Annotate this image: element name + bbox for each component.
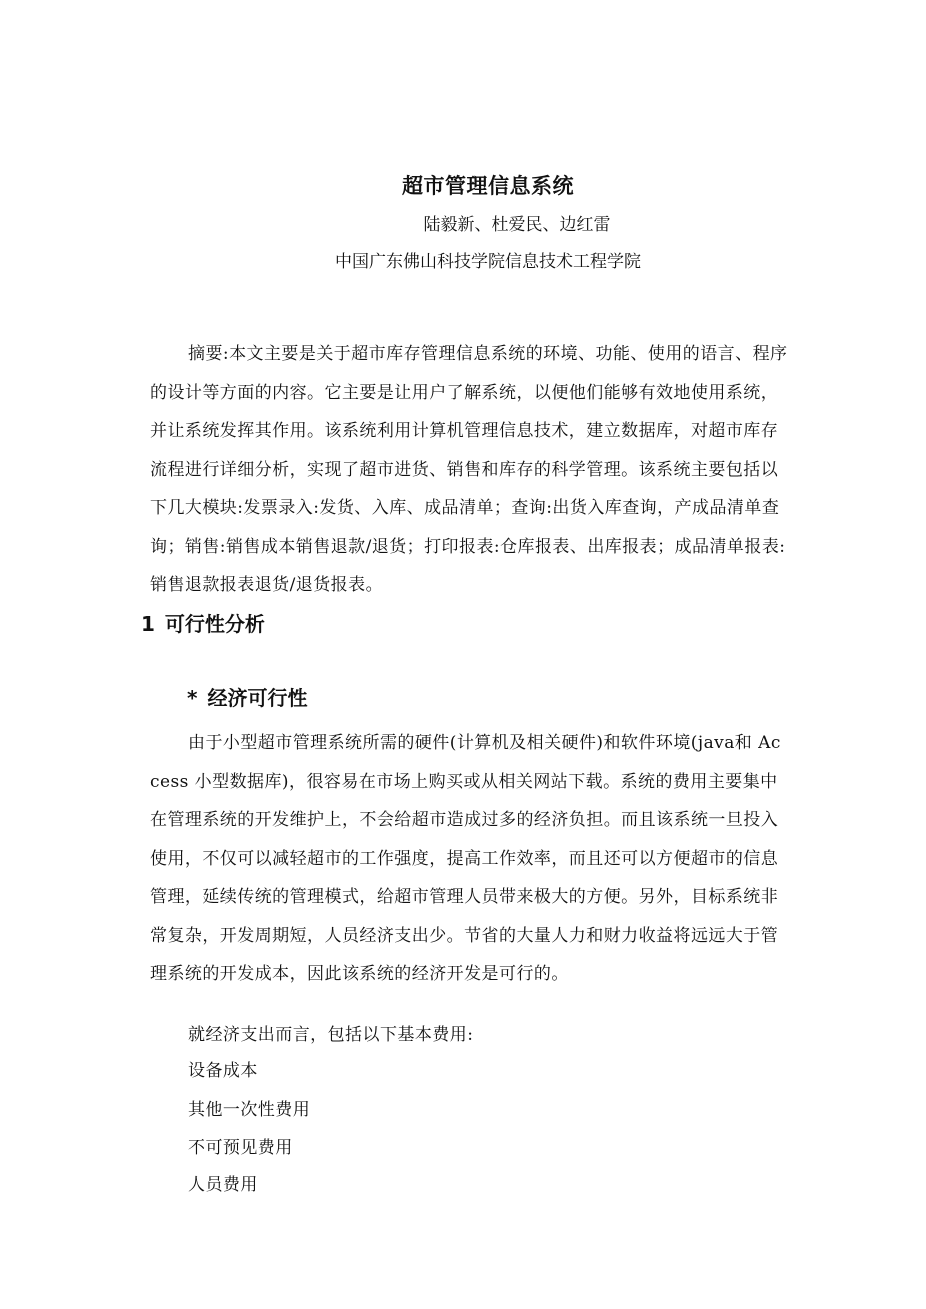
paper-authors: 陆毅新、杜爱民、边红雷 [423, 215, 611, 235]
abstract-paragraph: 摘要:本文主要是关于超市库存管理信息系统的环境、功能、使用的语言、程序的设计等方面的内容。它主要是让用户了解系统，以便他们能够有效地使用系统，并让系统发挥其作用。该系统利用计算机管理信息技术，建立数据库，对超市库存流程进行详细分析，实现了超市进货、销售和库存的科学管理。该系统主要包括以下几大模块:发票录入:发货、入库、成品清单；查询:出货入库查询，产成品清单查询；销售:销售成本销售退款/退货；打印报表:仓库报表、出库报表；成品清单报表:销售退款报表退货/退货报表。 [150, 344, 788, 595]
economic-feasibility-paragraph: 由于小型超市管理系统所需的硬件(计算机及相关硬件)和软件环境(java和 Access 小型数据库)，很容易在市场上购买或从相关网站下载。系统的费用主要集中在管理系统的开发维护上，不会给超市造成过多的经济负担。而且该系统一旦投入使用，不仅可以减轻超市的工作强度，提高工作效率，而且还可以方便超市的信息管理，延续传统的管理模式，给超市管理人员带来极大的方便。另外，目标系统非常复杂，开发周期短，人员经济支出少。节省的大量人力和财力收益将远远大于管理系统的开发成本，因此该系统的经济开发是可行的。 [150, 733, 781, 984]
section-title: 可行性分析 [164, 612, 265, 636]
cost-item: 其他一次性费用 [188, 1100, 311, 1120]
cost-item: 不可预见费用 [188, 1138, 293, 1158]
section-heading [141, 609, 265, 639]
cost-intro: 就经济支出而言，包括以下基本费用: [188, 1025, 474, 1045]
paper-affiliation: 中国广东佛山科技学院信息技术工程学院 [335, 252, 641, 272]
cost-item: 人员费用 [188, 1175, 258, 1195]
paper-title: 超市管理信息系统 [402, 174, 574, 198]
cost-item: 设备成本 [188, 1061, 258, 1081]
subsection-title: 经济可行性 [207, 686, 308, 710]
subsection-bullet: * [187, 686, 198, 710]
subsection-heading [187, 683, 307, 713]
section-number: 1 [141, 612, 155, 636]
